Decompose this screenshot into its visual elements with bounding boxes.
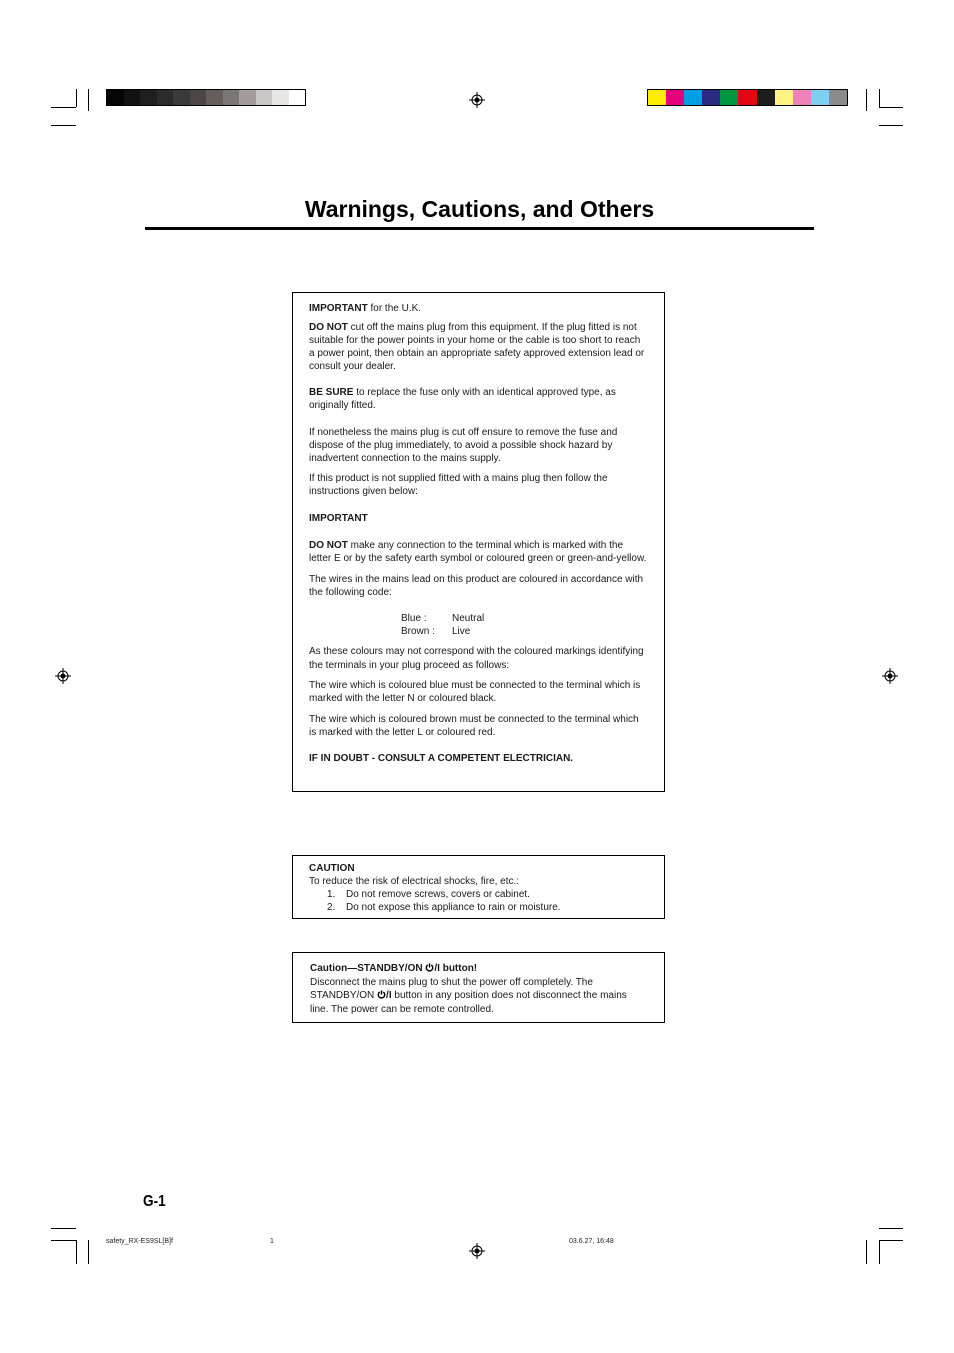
- standby-heading-text: Caution—STANDBY/ON: [310, 963, 426, 974]
- color-swatch: [206, 90, 223, 105]
- color-swatch: [829, 90, 847, 105]
- color-swatch: [684, 90, 702, 105]
- page-title: Warnings, Cautions, and Others: [304, 196, 655, 222]
- crop-mark: [76, 1240, 77, 1264]
- page-number: G-1: [143, 1193, 166, 1210]
- color-swatch: [157, 90, 174, 105]
- color-swatch: [124, 90, 141, 105]
- crop-mark: [51, 125, 76, 126]
- do-not-lead: DO NOT: [309, 322, 348, 333]
- color-swatch: [239, 90, 256, 105]
- do-not-text: cut off the mains plug from this equipment. If the plug fitted is not suitable for the power points in your home or the cable is too short to reach a power point, then obtain an appropriate safety approved extension lead or consult your dealer.: [309, 322, 645, 372]
- caution-heading: CAUTION: [309, 863, 355, 874]
- standby-line-2: [310, 989, 647, 1003]
- be-sure-text: to replace the fuse only with an identical approved type, as originally fitted.: [309, 387, 616, 411]
- color-swatch: [666, 90, 684, 105]
- wire-role: Live: [452, 626, 471, 637]
- crop-mark: [879, 125, 903, 126]
- crop-mark: [51, 107, 76, 108]
- crop-mark: [51, 1228, 76, 1229]
- uk-important-lead: IMPORTANT: [309, 303, 368, 314]
- standby-line-2-symbol: /I: [386, 990, 392, 1001]
- cut-off-paragraph: If nonetheless the mains plug is cut off ensure to remove the fuse and dispose of the plug immediately, to avoid a possible shock hazard by inadvertent connection to the mains supply.: [309, 427, 618, 464]
- caution-box: [292, 855, 665, 919]
- caution-list-item: [327, 888, 648, 901]
- wire-role: Neutral: [452, 613, 485, 624]
- color-swatch: [648, 90, 666, 105]
- caution-item-number: 1.: [327, 889, 336, 900]
- crop-mark: [51, 1240, 76, 1241]
- do-not-cut-paragraph: [309, 321, 648, 373]
- standby-heading-suffix: /I button!: [434, 963, 478, 974]
- footer-filename: safety_RX-ES9SL[B]f: [106, 1238, 173, 1245]
- wire-colour: Blue :: [401, 613, 427, 624]
- color-swatch: [272, 90, 289, 105]
- color-swatch: [738, 90, 756, 105]
- caution-item-text: Do not remove screws, covers or cabinet.: [346, 889, 530, 900]
- color-swatch: [811, 90, 829, 105]
- color-swatch: [223, 90, 240, 105]
- color-swatch: [140, 90, 157, 105]
- caution-list-item: [327, 901, 648, 914]
- wire-colour: Brown :: [401, 626, 435, 637]
- registration-mark-icon: [882, 668, 898, 684]
- color-swatch: [702, 90, 720, 105]
- crop-mark: [866, 1240, 867, 1264]
- wire-row-brown: [401, 625, 648, 638]
- blue-wire-paragraph: The wire which is coloured blue must be connected to the terminal which is marked with the letter N or coloured black.: [309, 680, 641, 704]
- gray-color-bar: [106, 89, 306, 106]
- color-swatch: [793, 90, 811, 105]
- registration-mark-icon: [55, 668, 71, 684]
- power-icon: [377, 990, 386, 999]
- colours-may-not-correspond-paragraph: As these colours may not correspond with the coloured markings identifying the terminals in your plug proceed as follows:: [309, 646, 644, 671]
- footer-sheet-number: 1: [270, 1238, 274, 1245]
- do-not-lead-2: DO NOT: [309, 540, 348, 551]
- standby-line-2-end: button in any position does not disconnect the mains: [391, 990, 627, 1001]
- crop-mark: [88, 89, 89, 111]
- caution-item-text: Do not expose this appliance to rain or moisture.: [346, 902, 561, 913]
- wire-colour-table: [401, 612, 648, 638]
- standby-line-2-start: STANDBY/ON: [310, 990, 378, 1001]
- crop-mark: [879, 1240, 880, 1264]
- brown-wire-paragraph: The wire which is coloured brown must be connected to the terminal which is marked with the letter L or coloured red.: [309, 714, 639, 738]
- standby-line-3: line. The power can be remote controlled.: [310, 1003, 494, 1015]
- caution-item-number: 2.: [327, 902, 336, 913]
- crop-mark: [879, 89, 880, 107]
- earth-terminal-text: make any connection to the terminal which is marked with the letter E or by the safety earth symbol or coloured green or green-and-yellow.: [309, 540, 647, 564]
- process-color-bar: [647, 89, 848, 106]
- color-swatch: [757, 90, 775, 105]
- crop-mark: [866, 89, 867, 111]
- title-rule: [145, 227, 814, 230]
- be-sure-lead: BE SURE: [309, 387, 354, 398]
- color-swatch: [173, 90, 190, 105]
- consult-electrician-line: IF IN DOUBT - CONSULT A COMPETENT ELECTRICIAN.: [309, 753, 574, 764]
- caution-intro: To reduce the risk of electrical shocks, fire, etc.:: [309, 876, 520, 887]
- crop-mark: [879, 1240, 903, 1241]
- earth-terminal-paragraph: [309, 539, 648, 565]
- wire-row-blue: [401, 612, 648, 625]
- crop-mark: [88, 1240, 89, 1264]
- crop-mark: [879, 107, 903, 108]
- uk-important-text: for the U.K.: [367, 303, 422, 314]
- standby-heading: [310, 962, 647, 976]
- registration-mark-icon: [469, 1243, 485, 1259]
- crop-mark: [76, 89, 77, 107]
- color-swatch: [190, 90, 207, 105]
- uk-important-line: [309, 302, 648, 315]
- crop-mark: [879, 1228, 903, 1229]
- not-supplied-paragraph: If this product is not supplied fitted with a mains plug then follow the instructions given below:: [309, 473, 608, 497]
- standby-caution-box: [292, 952, 665, 1023]
- footer-datetime: 03.6.27, 16:48: [569, 1238, 614, 1245]
- registration-mark-icon: [469, 92, 485, 108]
- color-swatch: [256, 90, 273, 105]
- wire-code-paragraph: The wires in the mains lead on this product are coloured in accordance with the following code:: [309, 574, 644, 598]
- standby-line-1: Disconnect the mains plug to shut the power off completely. The: [310, 976, 593, 988]
- color-swatch: [289, 90, 306, 105]
- uk-plug-notice-box: [292, 292, 665, 792]
- color-swatch: [720, 90, 738, 105]
- important-heading: IMPORTANT: [309, 513, 368, 524]
- color-swatch: [107, 90, 124, 105]
- be-sure-paragraph: [309, 386, 648, 412]
- color-swatch: [775, 90, 793, 105]
